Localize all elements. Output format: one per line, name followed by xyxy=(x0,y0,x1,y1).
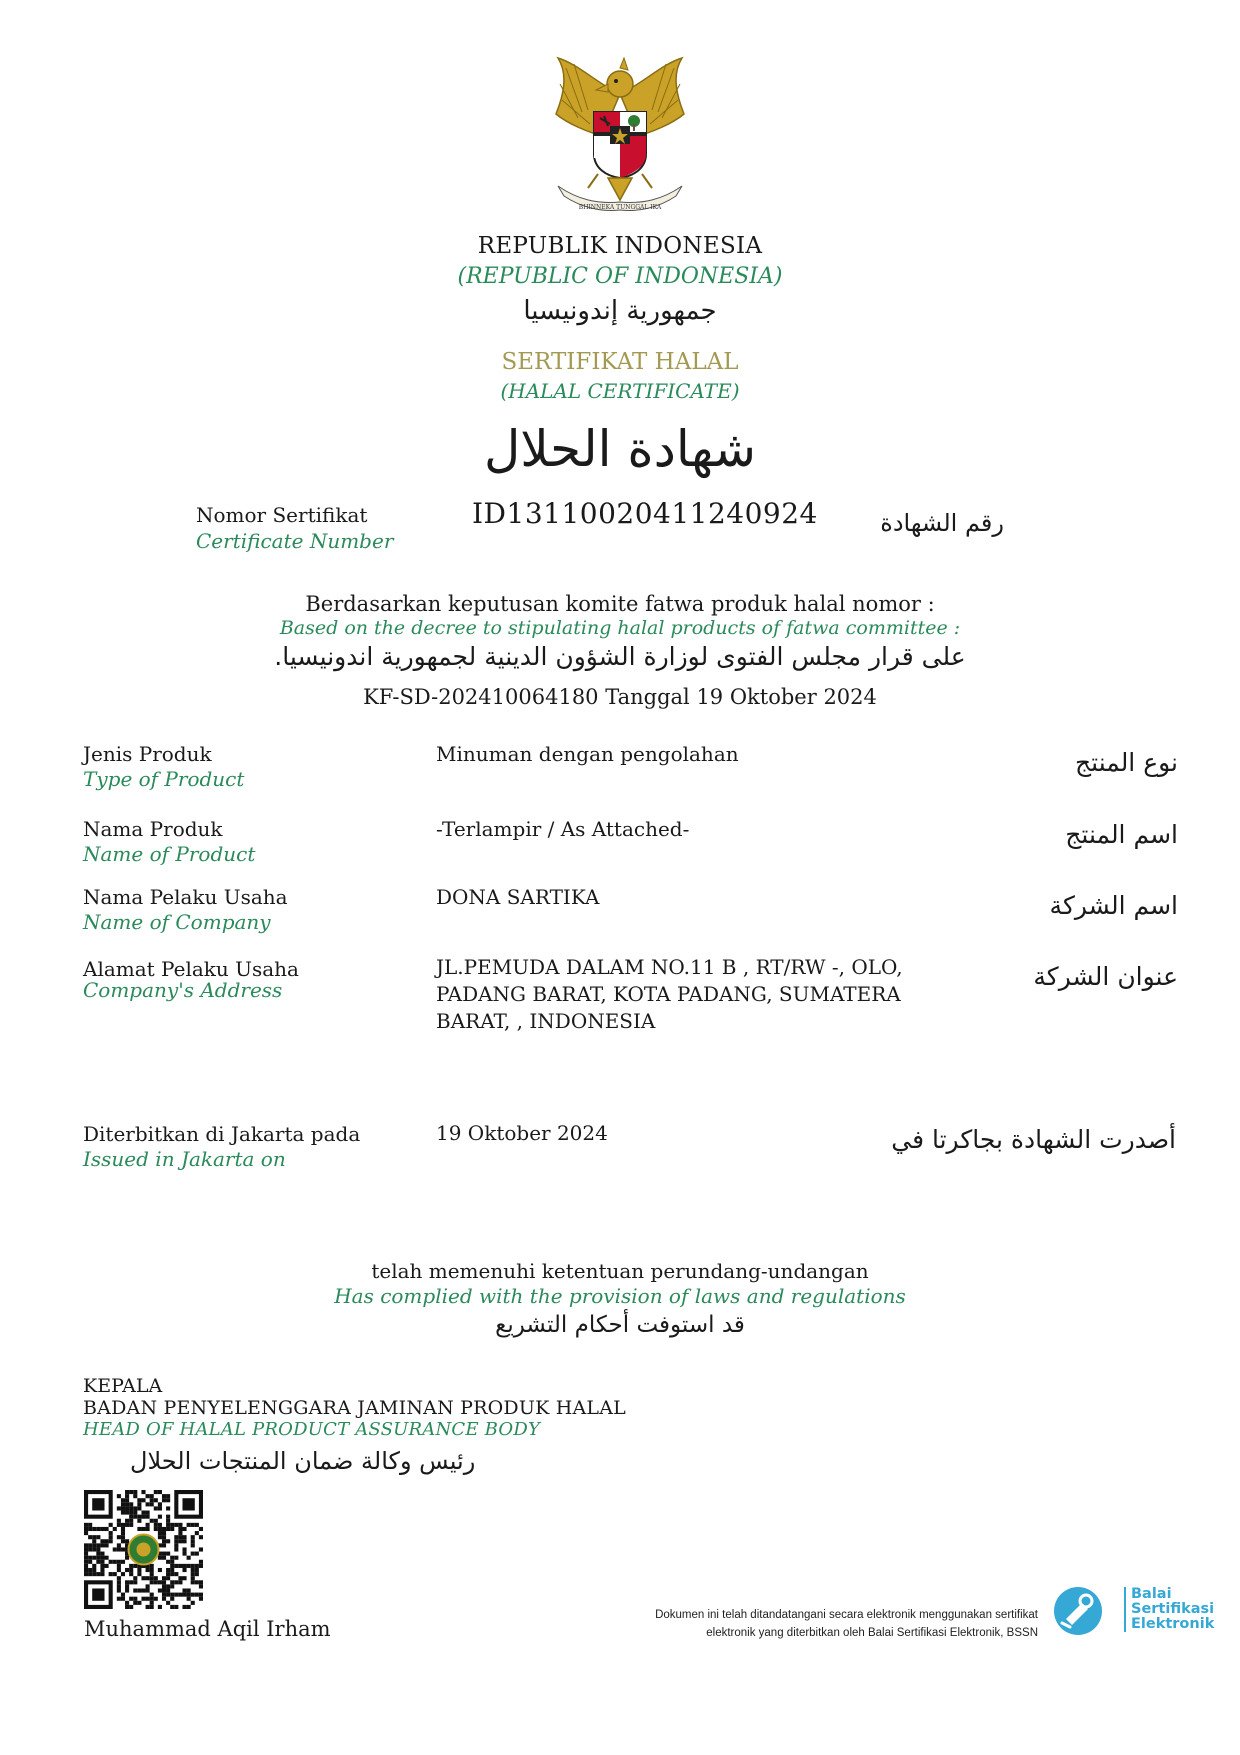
certificate-title: SERTIFIKAT HALAL xyxy=(501,349,739,375)
signatory-agency: BADAN PENYELENGGARA JAMINAN PRODUK HALAL xyxy=(83,1397,626,1419)
company-name-label-en: Name of Company xyxy=(83,910,271,934)
certificate-title-en: (HALAL CERTIFICATE) xyxy=(500,379,740,403)
issued-label-en: Issued in Jakarta on xyxy=(83,1147,286,1171)
bsre-text-line-3: Elektronik xyxy=(1131,1616,1215,1632)
complied-text-en: Has complied with the provision of laws and regulations xyxy=(334,1284,906,1308)
bsre-text-line-2: Sertifikasi xyxy=(1131,1601,1215,1617)
country-title-ar: جمهورية إندونيسيا xyxy=(523,296,717,326)
electronic-signature-note xyxy=(578,1606,1038,1642)
garuda-emblem-icon xyxy=(538,54,702,214)
certificate-number-label: Nomor Sertifikat xyxy=(196,503,368,527)
company-address-label: Alamat Pelaku Usaha xyxy=(83,957,299,981)
product-type-label: Jenis Produk xyxy=(83,742,212,766)
product-type-label-ar: نوع المنتج xyxy=(1075,748,1178,777)
esign-line-2: elektronik yang diterbitkan oleh Balai Sertifikasi Elektronik, BSSN xyxy=(706,1627,1038,1639)
company-address-value: JL.PEMUDA DALAM NO.11 B , RT/RW -, OLO, PADANG BARAT, KOTA PADANG, SUMATERA BARAT, , INDONESIA xyxy=(436,955,903,1033)
company-address-label-ar: عنوان الشركة xyxy=(1033,962,1178,991)
basis-text-en: Based on the decree to stipulating halal products of fatwa committee : xyxy=(279,617,961,639)
signatory-agency-en: HEAD OF HALAL PRODUCT ASSURANCE BODY xyxy=(83,1419,541,1440)
country-title-en: (REPUBLIC OF INDONESIA) xyxy=(457,264,783,289)
bsre-logo-icon xyxy=(1052,1585,1104,1637)
basis-text-ar: على قرار مجلس الفتوى لوزارة الشؤون الدينية لجمهورية اندونيسيا. xyxy=(274,642,966,671)
product-name-label-ar: اسم المنتج xyxy=(1065,820,1178,849)
product-name-label: Nama Produk xyxy=(83,817,223,841)
certificate-number-label-en: Certificate Number xyxy=(196,529,394,553)
certificate-number-value: ID13110020411240924 xyxy=(472,497,818,530)
product-type-value: Minuman dengan pengolahan xyxy=(436,742,739,766)
product-type-label-en: Type of Product xyxy=(83,767,245,791)
country-title: REPUBLIK INDONESIA xyxy=(477,233,763,259)
company-name-label: Nama Pelaku Usaha xyxy=(83,885,288,909)
product-name-value: -Terlampir / As Attached- xyxy=(436,817,690,841)
bsre-text-line-1: Balai xyxy=(1131,1586,1172,1602)
issued-label-ar: أصدرت الشهادة بجاكرتا في xyxy=(891,1125,1176,1154)
signatory-name: Muhammad Aqil Irham xyxy=(84,1617,331,1641)
signatory-title: KEPALA xyxy=(83,1375,163,1397)
signature-qr-code-icon xyxy=(84,1490,203,1609)
esign-line-1: Dokumen ini telah ditandatangani secara elektronik menggunakan sertifikat xyxy=(655,1609,1038,1621)
company-address-label-en: Company's Address xyxy=(83,978,283,1002)
complied-text: telah memenuhi ketentuan perundang-undangan xyxy=(371,1259,869,1283)
certificate-title-ar: شهادة الحلال xyxy=(483,420,757,478)
issued-date: 19 Oktober 2024 xyxy=(436,1121,608,1145)
basis-text: Berdasarkan keputusan komite fatwa produk halal nomor : xyxy=(305,592,935,616)
complied-text-ar: قد استوفت أحكام التشريع xyxy=(495,1312,745,1338)
company-name-label-ar: اسم الشركة xyxy=(1049,891,1178,920)
bsre-logo-text xyxy=(1124,1587,1214,1632)
issued-label: Diterbitkan di Jakarta pada xyxy=(83,1122,361,1146)
signatory-agency-ar: رئيس وكالة ضمان المنتجات الحلال xyxy=(130,1447,476,1475)
certificate-number-label-ar: رقم الشهادة xyxy=(880,509,1004,537)
fatwa-reference: KF-SD-202410064180 Tanggal 19 Oktober 2024 xyxy=(363,685,877,709)
company-name-value: DONA SARTIKA xyxy=(436,885,600,909)
svg-text:BHINNEKA TUNGGAL IKA: BHINNEKA TUNGGAL IKA xyxy=(578,204,662,211)
product-name-label-en: Name of Product xyxy=(83,842,256,866)
